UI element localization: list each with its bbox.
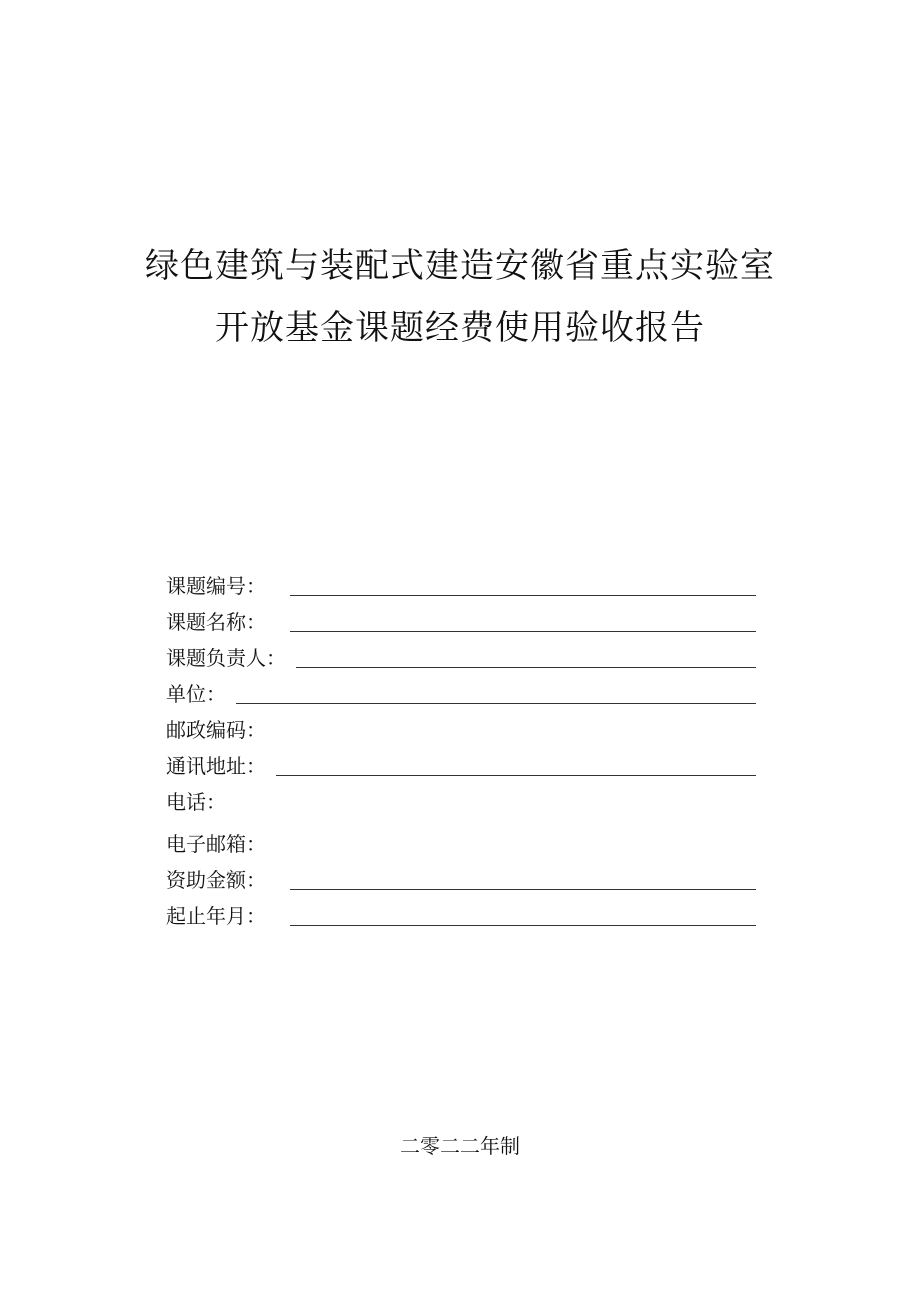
report-title-line-1: 绿色建筑与装配式建造安徽省重点实验室	[145, 246, 775, 286]
field-organization	[166, 674, 756, 710]
fill-line[interactable]	[296, 666, 756, 668]
field-email	[166, 818, 756, 860]
fill-line[interactable]	[290, 630, 756, 632]
field-phone	[166, 782, 756, 818]
field-label: 课题编号：	[166, 574, 266, 598]
field-label: 课题负责人：	[166, 646, 286, 670]
field-postal-code	[166, 710, 756, 746]
cover-form	[166, 566, 756, 932]
field-label: 单位：	[166, 682, 226, 706]
field-project-leader	[166, 638, 756, 674]
field-project-number	[166, 566, 756, 602]
field-label: 电话：	[166, 790, 226, 814]
field-funding-amount	[166, 860, 756, 896]
fill-line[interactable]	[236, 702, 756, 704]
field-label: 电子邮箱：	[166, 832, 266, 856]
report-title-line-2: 开放基金课题经费使用验收报告	[215, 308, 705, 348]
field-project-name	[166, 602, 756, 638]
fill-line[interactable]	[290, 594, 756, 596]
issue-year: 二零二二年制	[400, 1134, 520, 1158]
field-label: 起止年月：	[166, 904, 266, 928]
field-address	[166, 746, 756, 782]
field-label: 资助金额：	[166, 868, 266, 892]
field-label: 邮政编码：	[166, 718, 266, 742]
fill-line[interactable]	[276, 774, 756, 776]
field-label: 课题名称：	[166, 610, 266, 634]
fill-line[interactable]	[290, 924, 756, 926]
field-date-range	[166, 896, 756, 932]
field-label: 通讯地址：	[166, 754, 266, 778]
fill-line[interactable]	[290, 888, 756, 890]
